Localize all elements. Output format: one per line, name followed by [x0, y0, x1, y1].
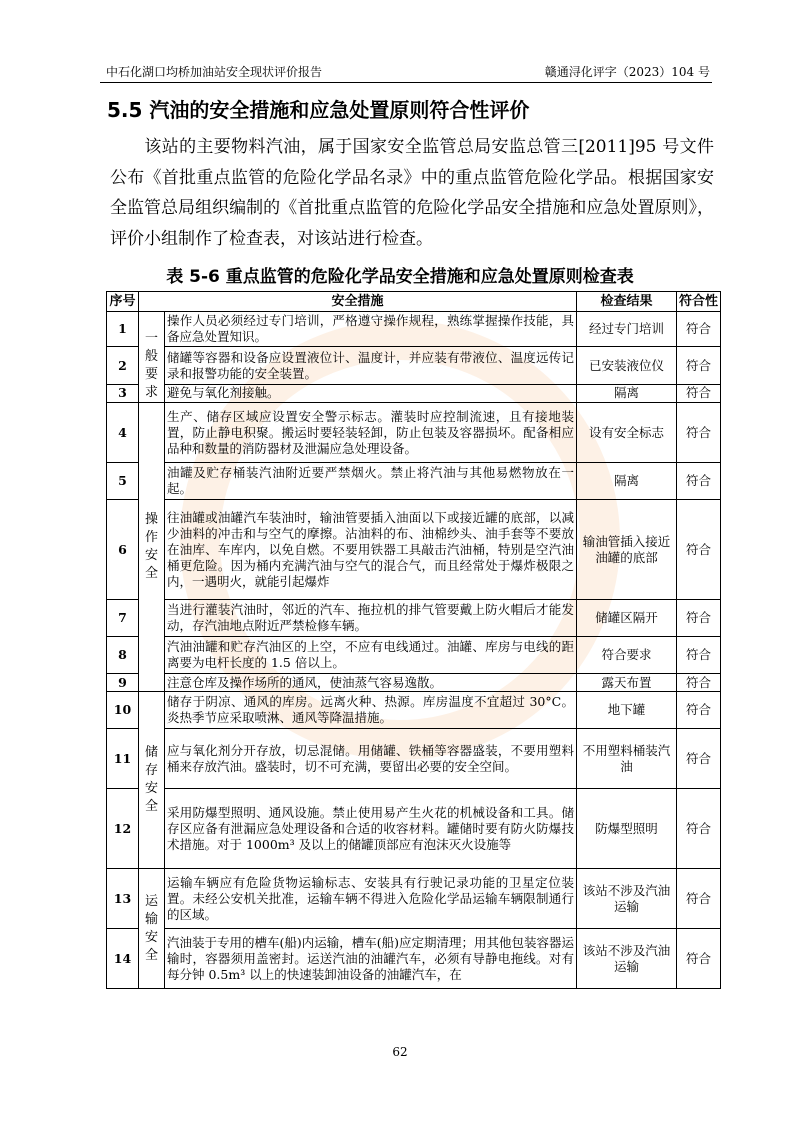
row-number: 12 — [107, 789, 139, 869]
compliance-cell: 符合 — [677, 729, 721, 789]
compliance-cell: 符合 — [677, 347, 721, 384]
row-number: 7 — [107, 600, 139, 637]
measure-cell: 储罐等容器和设备应设置液位计、温度计，并应装有带液位、温度远传记录和报警功能的安全装置。 — [165, 347, 577, 384]
row-number: 1 — [107, 312, 139, 347]
table-row — [107, 312, 721, 347]
measure-cell: 应与氧化剂分开存放，切忌混储。用储罐、铁桶等容器盛装，不要用塑料桶来存放汽油。盛装时，切不可充满，要留出必要的安全空间。 — [165, 729, 577, 789]
intro-paragraph — [110, 132, 714, 254]
category-label: 储存安全 — [144, 745, 158, 814]
result-cell: 不用塑料桶装汽油 — [577, 729, 677, 789]
measure-cell: 避免与氧化剂接触。 — [165, 384, 577, 402]
col-header-result: 检查结果 — [577, 292, 677, 312]
row-number: 11 — [107, 729, 139, 789]
table-row — [107, 729, 721, 789]
table-header-row — [107, 292, 721, 312]
row-number: 14 — [107, 929, 139, 989]
category-label: 一般要求 — [144, 331, 158, 400]
row-number: 13 — [107, 869, 139, 929]
row-number: 5 — [107, 463, 139, 500]
section-title: 5.5 汽油的安全措施和应急处置原则符合性评价 — [107, 98, 530, 122]
compliance-cell: 符合 — [677, 600, 721, 637]
compliance-cell: 符合 — [677, 692, 721, 729]
table-row — [107, 789, 721, 869]
result-cell: 输油管插入接近油罐的底部 — [577, 500, 677, 600]
result-cell: 隔离 — [577, 463, 677, 500]
compliance-cell: 符合 — [677, 463, 721, 500]
table-caption: 表 5-6 重点监管的危险化学品安全措施和应急处置原则检查表 — [166, 267, 634, 287]
header-report-title: 中石化湖口均桥加油站安全现状评价报告 — [106, 65, 323, 79]
measure-cell: 当进行灌装汽油时，邻近的汽车、拖拉机的排气管要戴上防火帽后才能发动，存汽油地点附近严禁检修车辆。 — [165, 600, 577, 637]
measure-cell: 操作人员必须经过专门培训，严格遵守操作规程，熟练掌握操作技能，具备应急处置知识。 — [165, 312, 577, 347]
compliance-cell: 符合 — [677, 789, 721, 869]
row-number: 9 — [107, 674, 139, 692]
measure-cell: 采用防爆型照明、通风设施。禁止使用易产生火花的机械设备和工具。储存区应备有泄漏应急处理设备和合适的收容材料。罐储时要有防火防爆技术措施。对于 1000m³ 及以上的储罐顶部应有泡沫灭火设施等 — [165, 789, 577, 869]
compliance-cell: 符合 — [677, 637, 721, 674]
result-cell: 该站不涉及汽油运输 — [577, 929, 677, 989]
result-cell: 露天布置 — [577, 674, 677, 692]
compliance-cell: 符合 — [677, 674, 721, 692]
category-cell — [139, 403, 165, 692]
category-cell — [139, 312, 165, 403]
measure-cell: 运输车辆应有危险货物运输标志、安装具有行驶记录功能的卫星定位装置。未经公安机关批准，运输车辆不得进入危险化学品运输车辆限制通行的区域。 — [165, 869, 577, 929]
measure-cell: 储存于阴凉、通风的库房。远离火种、热源。库房温度不宜超过 30°C。炎热季节应采取喷淋、通风等降温措施。 — [165, 692, 577, 729]
intro-text: 该站的主要物料汽油，属于国家安全监管总局安监总管三[2011]95 号文件公布《首批重点监管的危险化学品名录》中的重点监管危险化学品。根据国家安全监管总局组织编制的《首批重点监管的危险化学品安全措施和应急处置原则》，评价小组制作了检查表，对该站进行检查。 — [110, 137, 714, 249]
result-cell: 该站不涉及汽油运输 — [577, 869, 677, 929]
compliance-cell: 符合 — [677, 929, 721, 989]
measure-cell: 注意仓库及操作场所的通风，使油蒸气容易逸散。 — [165, 674, 577, 692]
category-cell — [139, 692, 165, 869]
col-header-compliance: 符合性 — [677, 292, 721, 312]
measure-cell: 生产、储存区域应设置安全警示标志。灌装时应控制流速，且有接地装置，防止静电积聚。搬运时要轻装轻卸，防止包装及容器损坏。配备相应品种和数量的消防器材及泄漏应急处理设备。 — [165, 403, 577, 463]
result-cell: 经过专门培训 — [577, 312, 677, 347]
row-number: 2 — [107, 347, 139, 384]
measure-cell: 汽油装于专用的槽车(船)内运输，槽车(船)应定期清理；用其他包装容器运输时，容器须用盖密封。运送汽油的油罐汽车，必须有导静电拖线。对有每分钟 0.5m³ 以上的快速装卸油设备的油罐汽车，在 — [165, 929, 577, 989]
table-row — [107, 500, 721, 600]
category-cell — [139, 869, 165, 989]
col-header-no: 序号 — [107, 292, 139, 312]
row-number: 3 — [107, 384, 139, 402]
table-row — [107, 384, 721, 402]
row-number: 4 — [107, 403, 139, 463]
page-header — [100, 60, 712, 83]
header-doc-number: 赣通浔化评字（2023）104 号 — [544, 65, 710, 79]
compliance-cell: 符合 — [677, 403, 721, 463]
result-cell: 防爆型照明 — [577, 789, 677, 869]
table-row — [107, 869, 721, 929]
result-cell: 隔离 — [577, 384, 677, 402]
page-number: 62 — [392, 1045, 408, 1059]
result-cell: 设有安全标志 — [577, 403, 677, 463]
result-cell: 地下罐 — [577, 692, 677, 729]
measure-cell: 往油罐或油罐汽车装油时，输油管要插入油面以下或接近罐的底部，以减少油料的冲击和与空气的摩擦。沾油料的布、油棉纱头、油手套等不要放在油库、车库内，以免自燃。不要用铁器工具敲击汽油桶，特别是空汽油桶更危险。因为桶内充满汽油与空气的混合气，而且经常处于爆炸极限之内，一遇明火，就能引起爆炸 — [165, 500, 577, 600]
category-label: 运输安全 — [144, 893, 158, 963]
row-number: 10 — [107, 692, 139, 729]
compliance-cell: 符合 — [677, 312, 721, 347]
measure-cell: 油罐及贮存桶装汽油附近要严禁烟火。禁止将汽油与其他易燃物放在一起。 — [165, 463, 577, 500]
col-header-measure: 安全措施 — [139, 292, 577, 312]
table-row — [107, 347, 721, 384]
table-row — [107, 637, 721, 674]
check-table — [106, 291, 721, 989]
row-number: 8 — [107, 637, 139, 674]
table-row — [107, 600, 721, 637]
compliance-cell: 符合 — [677, 500, 721, 600]
compliance-cell: 符合 — [677, 869, 721, 929]
measure-cell: 汽油油罐和贮存汽油区的上空，不应有电线通过。油罐、库房与电线的距离要为电杆长度的 1.5 倍以上。 — [165, 637, 577, 674]
compliance-cell: 符合 — [677, 384, 721, 402]
row-number: 6 — [107, 500, 139, 600]
category-label: 操作安全 — [144, 512, 158, 581]
table-row — [107, 674, 721, 692]
table-row — [107, 403, 721, 463]
table-row — [107, 463, 721, 500]
result-cell: 储罐区隔开 — [577, 600, 677, 637]
result-cell: 已安装液位仪 — [577, 347, 677, 384]
table-row — [107, 929, 721, 989]
result-cell: 符合要求 — [577, 637, 677, 674]
table-row — [107, 692, 721, 729]
